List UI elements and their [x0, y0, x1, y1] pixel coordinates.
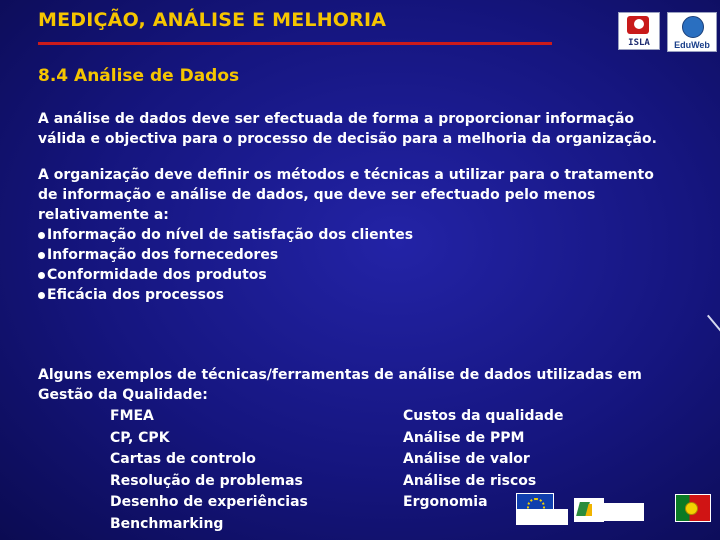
bullet-text: Conformidade dos produtos [47, 267, 267, 283]
tool-item: CP, CPK [110, 429, 170, 446]
bullet-text: Eficácia dos processos [47, 287, 224, 303]
tool-item: Custos da qualidade [403, 408, 564, 424]
paragraph-methods [38, 165, 698, 305]
tool-item: Análise de valor [403, 451, 530, 467]
decorative-line [707, 315, 720, 352]
paragraph-line: Gestão da Qualidade: [38, 387, 208, 403]
globe-icon [682, 16, 704, 38]
tool-item: Análise de PPM [403, 429, 525, 446]
paragraph-examples [38, 365, 698, 405]
paragraph-analysis [38, 109, 698, 149]
bullet-list [38, 225, 698, 305]
list-item [38, 265, 698, 285]
tools-left-column [110, 406, 308, 535]
tool-item: Análise de riscos [403, 472, 537, 489]
list-item [38, 225, 698, 245]
bullet-icon [38, 272, 45, 279]
bullet-text: Informação dos fornecedores [47, 247, 279, 263]
paragraph-line: A análise de dados deve ser efectuada de forma a proporcionar informação [38, 111, 635, 127]
paragraph-line: válida e objectiva para o processo de decisão para a melhoria da organização. [38, 131, 657, 147]
tool-item: Cartas de controlo [110, 451, 256, 467]
bullet-icon [38, 252, 45, 259]
paragraph-line: Alguns exemplos de técnicas/ferramentas de análise de dados utilizadas em [38, 367, 642, 383]
isla-logo-text: ISLA [628, 38, 650, 48]
isla-logo [618, 12, 660, 50]
bullet-text: Informação do nível de satisfação dos clientes [47, 227, 414, 243]
eduweb-logo [667, 12, 717, 52]
portugal-emblem-icon [685, 502, 698, 515]
bullet-icon [38, 292, 45, 299]
eduweb-logo-text: EduWeb [674, 40, 710, 50]
portugal-flag-icon [675, 494, 711, 522]
tool-item: Desenho de experiências [110, 494, 308, 510]
tool-item: Ergonomia [403, 494, 488, 510]
paragraph-line: de informação e análise de dados, que deve ser efectuado pelo menos [38, 187, 596, 203]
list-item [38, 245, 698, 265]
tool-item: Benchmarking [110, 515, 224, 532]
bullet-icon [38, 232, 45, 239]
title-underline [38, 42, 552, 45]
list-item [38, 285, 698, 305]
tool-item: Resolução de problemas [110, 472, 303, 489]
isla-logo-dot [634, 19, 644, 29]
tool-item: FMEA [110, 408, 154, 424]
paragraph-line: relativamente a: [38, 207, 169, 223]
sponsor-logo [592, 503, 644, 521]
section-heading: 8.4 Análise de Dados [38, 66, 240, 86]
eu-funding-label [516, 509, 568, 525]
paragraph-line: A organização deve definir os métodos e técnicas a utilizar para o tratamento [38, 167, 654, 183]
slide-title: MEDIÇÃO, ANÁLISE E MELHORIA [38, 9, 387, 31]
